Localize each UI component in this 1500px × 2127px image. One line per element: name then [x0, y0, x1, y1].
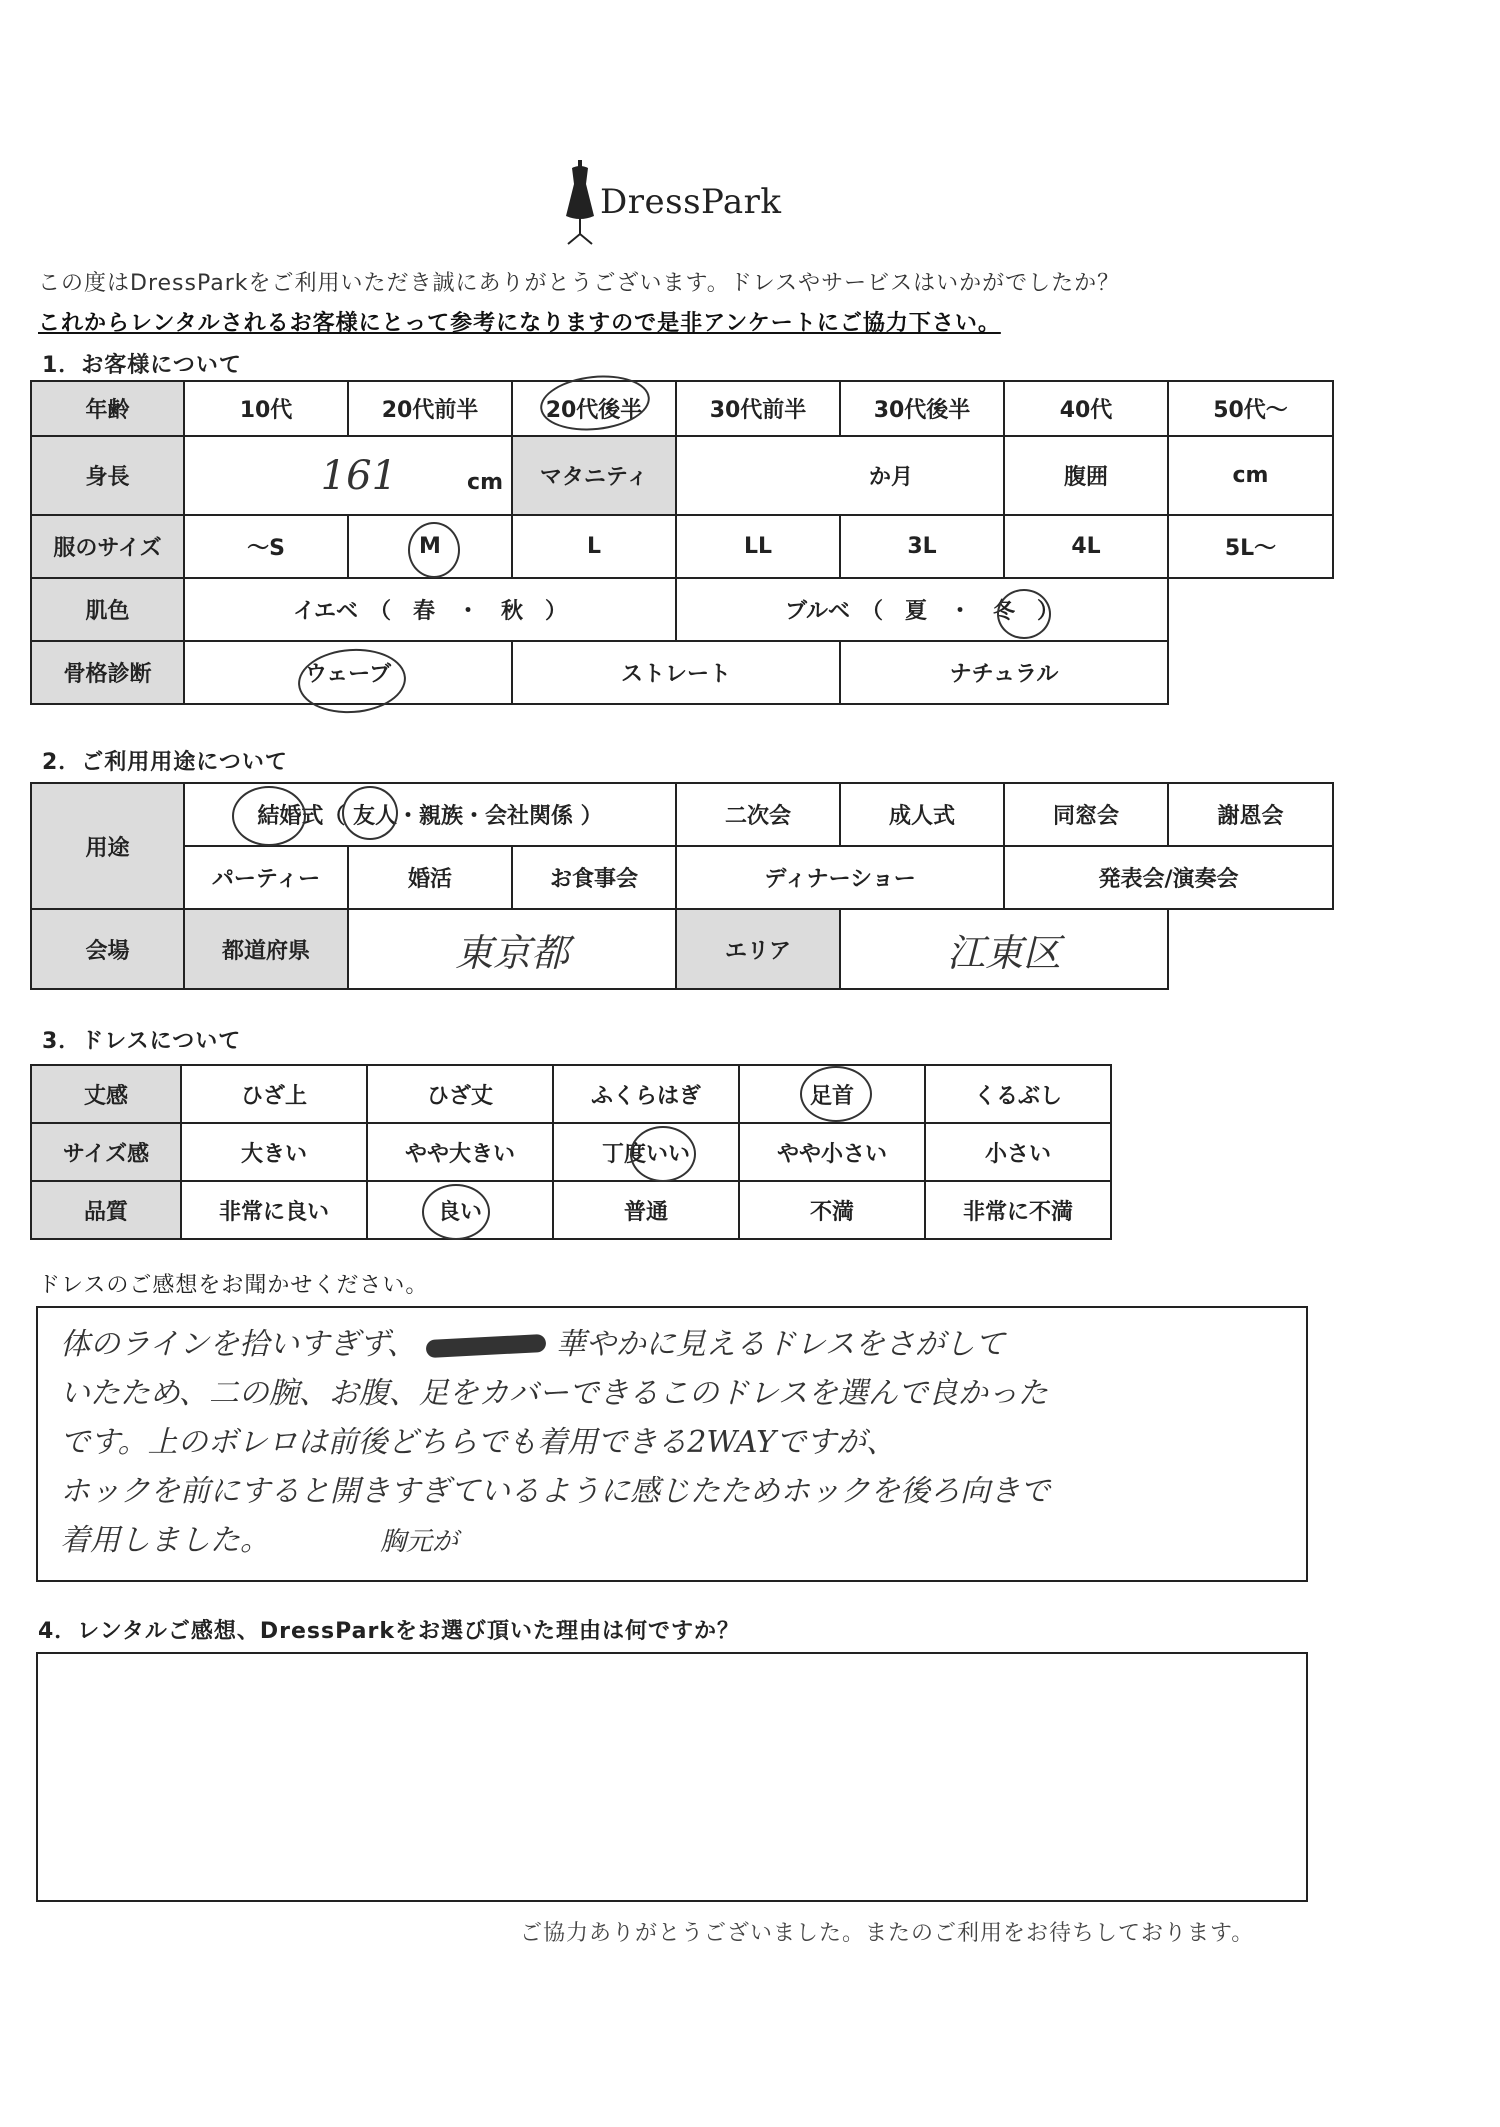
- fit-option[interactable]: やや大きい: [367, 1123, 553, 1181]
- fit-option-selected[interactable]: 丁度いい: [553, 1123, 739, 1181]
- dress-comment-box[interactable]: [36, 1306, 1308, 1582]
- comment-line: 体のラインを拾いすぎず、 華やかに見えるドレスをさがして: [60, 1327, 1005, 1362]
- purpose-option[interactable]: お食事会: [512, 846, 676, 909]
- comment-line: いたため、二の腕、お腹、足をカバーできるこのドレスを選んで良かった: [60, 1376, 1048, 1411]
- age-label: 年齢: [31, 381, 184, 436]
- height-label: 身長: [31, 436, 184, 515]
- size-option[interactable]: 4L: [1004, 515, 1168, 578]
- age-option[interactable]: 20代前半: [348, 381, 512, 436]
- length-row: [31, 1065, 1111, 1123]
- section-4-title: 4．レンタルご感想、DressParkをお選び頂いた理由は何ですか？: [38, 1619, 740, 1644]
- fit-option[interactable]: やや小さい: [739, 1123, 925, 1181]
- skin-row: [31, 578, 1333, 641]
- purpose-option[interactable]: 二次会: [676, 783, 840, 846]
- dress-form-icon: [560, 160, 600, 246]
- customer-info-table: [30, 380, 1334, 705]
- purpose-option[interactable]: 同窓会: [1004, 783, 1168, 846]
- fit-option[interactable]: 大きい: [181, 1123, 367, 1181]
- area-label: エリア: [676, 909, 840, 989]
- quality-option[interactable]: 不満: [739, 1181, 925, 1239]
- impressions-label: ドレスのご感想をお聞かせください。: [38, 1273, 429, 1298]
- frame-option-selected[interactable]: ウェーブ: [184, 641, 512, 704]
- purpose-row-1: [31, 783, 1333, 846]
- rental-feedback-answer: [38, 1654, 1306, 1678]
- months-unit: か月: [868, 465, 913, 490]
- skin-yellow-option[interactable]: イエベ （ 春 ・ 秋 ）: [184, 578, 676, 641]
- age-option[interactable]: 50代～: [1168, 381, 1333, 436]
- frame-option[interactable]: ナチュラル: [840, 641, 1168, 704]
- dress-table: [30, 1064, 1112, 1240]
- height-row: [31, 436, 1333, 515]
- area-field[interactable]: [840, 909, 1168, 989]
- purpose-wedding-selected[interactable]: 結婚式（ 友人・親族・会社関係 ）: [184, 783, 676, 846]
- comment-line: です。上のボレロは前後どちらでも着用できる2WAYですが、: [60, 1425, 896, 1460]
- age-option[interactable]: 30代後半: [840, 381, 1004, 436]
- age-option[interactable]: 10代: [184, 381, 348, 436]
- quality-option[interactable]: 非常に良い: [181, 1181, 367, 1239]
- length-option[interactable]: ふくらはぎ: [553, 1065, 739, 1123]
- waist-label: 腹囲: [1004, 436, 1168, 515]
- size-option[interactable]: 5L～: [1168, 515, 1333, 578]
- quality-row: [31, 1181, 1111, 1239]
- prefecture-value: 東京都: [455, 930, 570, 975]
- area-value: 江東区: [947, 930, 1062, 975]
- length-option-selected[interactable]: 足首: [739, 1065, 925, 1123]
- section-2-title: 2．ご利用用途について: [42, 750, 288, 775]
- size-option[interactable]: LL: [676, 515, 840, 578]
- height-value: 161: [320, 452, 398, 499]
- frame-option[interactable]: ストレート: [512, 641, 840, 704]
- section-1-title: 1．お客様について: [42, 353, 242, 378]
- length-option[interactable]: ひざ丈: [367, 1065, 553, 1123]
- age-row: [31, 381, 1333, 436]
- rental-feedback-box[interactable]: [36, 1652, 1308, 1902]
- size-label: 服のサイズ: [31, 515, 184, 578]
- purpose-option[interactable]: パーティー: [184, 846, 348, 909]
- dresspark-logo: [560, 160, 800, 250]
- fit-option[interactable]: 小さい: [925, 1123, 1111, 1181]
- height-field[interactable]: [184, 436, 512, 515]
- brand-name: DressPark: [600, 182, 782, 222]
- footer-thanks: ご協力ありがとうございました。またのご利用をお待ちしております。: [520, 1921, 1255, 1946]
- purpose-option[interactable]: 発表会/演奏会: [1004, 846, 1333, 909]
- section-3-title: 3．ドレスについて: [42, 1029, 242, 1054]
- size-row: [31, 515, 1333, 578]
- maternity-months-field[interactable]: [676, 436, 1004, 515]
- quality-option-selected[interactable]: 良い: [367, 1181, 553, 1239]
- empty-cell: [1168, 641, 1333, 704]
- quality-option[interactable]: 非常に不満: [925, 1181, 1111, 1239]
- intro-line-1: この度はDressParkをご利用いただき誠にありがとうございます。ドレスやサービスはいかがでしたか？: [38, 271, 1121, 296]
- skin-label: 肌色: [31, 578, 184, 641]
- age-option[interactable]: 30代前半: [676, 381, 840, 436]
- frame-label: 骨格診断: [31, 641, 184, 704]
- height-unit: cm: [467, 469, 503, 495]
- quality-label: 品質: [31, 1181, 181, 1239]
- length-option[interactable]: ひざ上: [181, 1065, 367, 1123]
- purpose-option[interactable]: ディナーショー: [676, 846, 1004, 909]
- venue-row: [31, 909, 1333, 989]
- maternity-label: マタニティ: [512, 436, 676, 515]
- venue-label: 会場: [31, 909, 184, 989]
- skin-blue-option[interactable]: ブルベ （ 夏 ・ 冬 ）: [676, 578, 1168, 641]
- purpose-label: 用途: [31, 783, 184, 909]
- purpose-option[interactable]: 成人式: [840, 783, 1004, 846]
- fit-label: サイズ感: [31, 1123, 181, 1181]
- length-label: 丈感: [31, 1065, 181, 1123]
- size-option[interactable]: 3L: [840, 515, 1004, 578]
- waist-unit[interactable]: cm: [1168, 436, 1333, 515]
- size-option[interactable]: ～S: [184, 515, 348, 578]
- comment-line: 着用しました。 胸元が: [60, 1523, 459, 1558]
- scribble-mark: [426, 1334, 547, 1358]
- purpose-option[interactable]: 謝恩会: [1168, 783, 1333, 846]
- prefecture-field[interactable]: [348, 909, 676, 989]
- fit-row: [31, 1123, 1111, 1181]
- age-option[interactable]: 40代: [1004, 381, 1168, 436]
- empty-cell: [1168, 578, 1333, 641]
- frame-row: [31, 641, 1333, 704]
- usage-table: [30, 782, 1334, 990]
- length-option[interactable]: くるぶし: [925, 1065, 1111, 1123]
- purpose-option[interactable]: 婚活: [348, 846, 512, 909]
- dress-comment: [60, 1320, 1300, 1567]
- intro-line-2: これからレンタルされるお客様にとって参考になりますので是非アンケートにご協力下さい。: [38, 311, 1001, 336]
- prefecture-label: 都道府県: [184, 909, 348, 989]
- empty-cell: [1168, 909, 1333, 989]
- quality-option[interactable]: 普通: [553, 1181, 739, 1239]
- age-option-selected[interactable]: 20代後半: [512, 381, 676, 436]
- comment-line: ホックを前にすると開きすぎているように感じたためホックを後ろ向きで: [60, 1474, 1050, 1509]
- purpose-row-2: [31, 846, 1333, 909]
- size-option[interactable]: L: [512, 515, 676, 578]
- size-option-selected[interactable]: M: [348, 515, 512, 578]
